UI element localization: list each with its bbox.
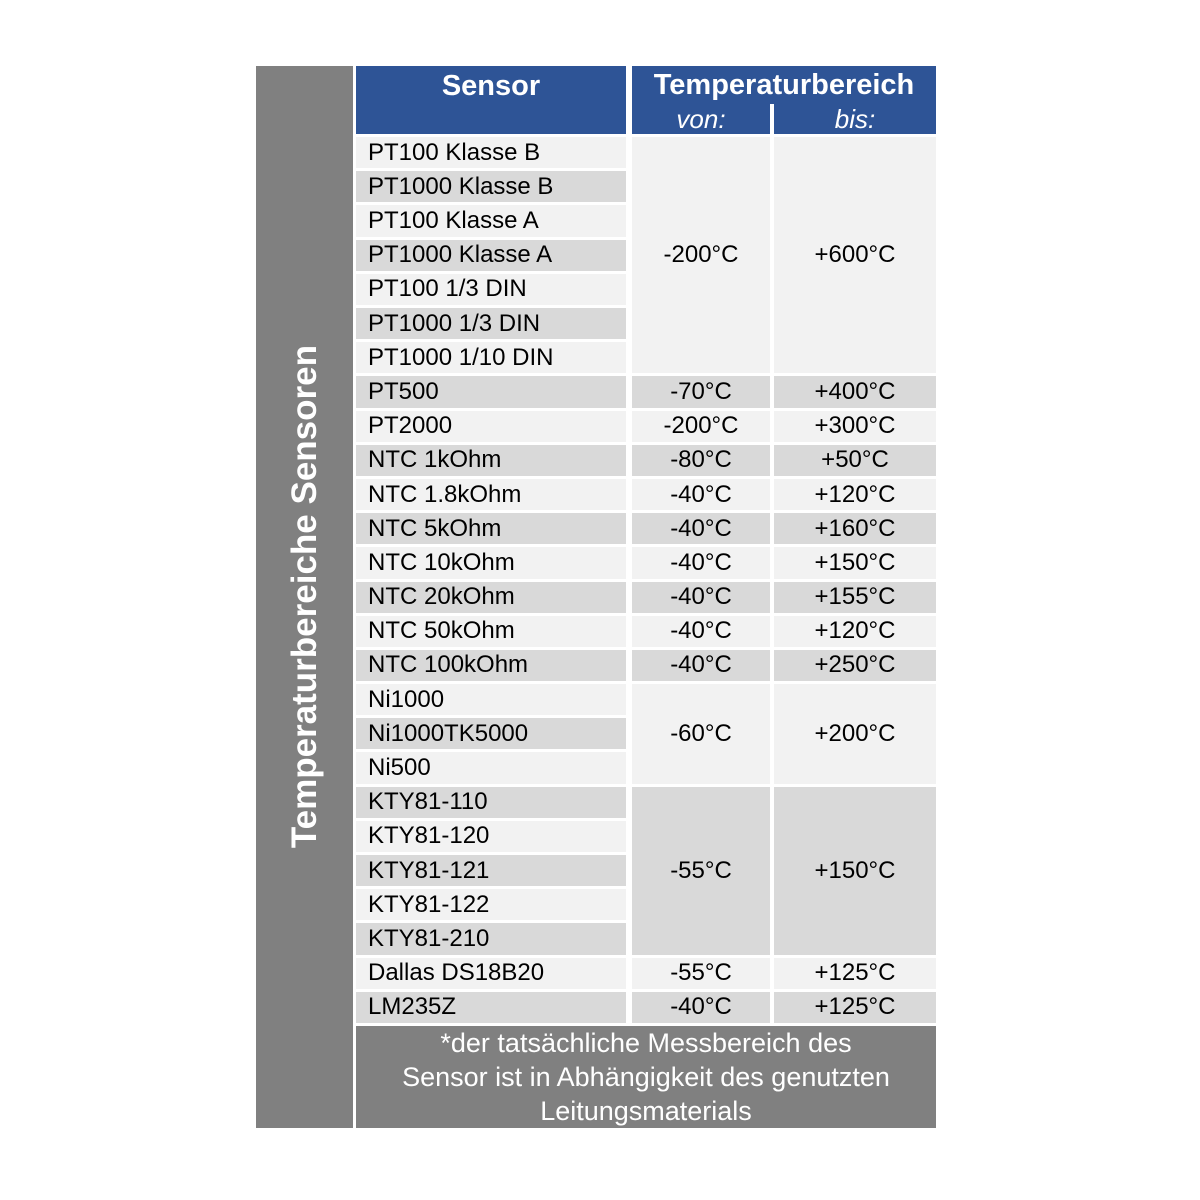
sensor-name-cell: PT2000: [356, 411, 626, 442]
sensor-name-cell: NTC 100kOhm: [356, 650, 626, 681]
von-cell: -80°C: [632, 445, 770, 476]
sensor-name-cell: Ni1000TK5000: [356, 718, 626, 749]
von-cell: -55°C: [632, 958, 770, 989]
sensor-name-cell: PT500: [356, 376, 626, 407]
header-sensor: [356, 66, 626, 134]
table-body: [356, 137, 936, 1023]
bis-cell-ni-group: +200°C: [774, 684, 936, 784]
header-von: von:: [632, 104, 770, 134]
sensor-name-cell: NTC 5kOhm: [356, 513, 626, 544]
footnote-line: Leitungsmaterials: [540, 1096, 752, 1126]
sensor-name-cell: LM235Z: [356, 992, 626, 1023]
sensor-name-cell: KTY81-120: [356, 821, 626, 852]
von-cell: -70°C: [632, 376, 770, 407]
footnote-line: Sensor ist in Abhängigkeit des genutzten: [402, 1062, 890, 1092]
footnote-line: *der tatsächliche Messbereich des: [440, 1028, 852, 1058]
bis-cell-pt-group: +600°C: [774, 137, 936, 373]
von-cell: -40°C: [632, 992, 770, 1023]
bis-cell-kty-group: +150°C: [774, 787, 936, 955]
von-cell: -40°C: [632, 650, 770, 681]
sensor-name-cell: Ni1000: [356, 684, 626, 715]
von-cell: -200°C: [632, 411, 770, 442]
sensor-name-cell: KTY81-121: [356, 855, 626, 886]
sensor-name-cell: NTC 50kOhm: [356, 616, 626, 647]
bis-cell: +250°C: [774, 650, 936, 681]
sensor-name-cell: NTC 1kOhm: [356, 445, 626, 476]
bis-cell: +120°C: [774, 616, 936, 647]
sensor-name-cell: PT1000 1/10 DIN: [356, 342, 626, 373]
von-cell: -40°C: [632, 513, 770, 544]
sensor-name-cell: PT100 Klasse A: [356, 205, 626, 236]
bis-cell: +125°C: [774, 958, 936, 989]
sensor-name-cell: Ni500: [356, 752, 626, 783]
sensor-name-cell: PT100 Klasse B: [356, 137, 626, 168]
bis-cell: +155°C: [774, 582, 936, 613]
bis-cell: +400°C: [774, 376, 936, 407]
sensor-name-cell: PT1000 1/3 DIN: [356, 308, 626, 339]
bis-cell: +300°C: [774, 411, 936, 442]
sensor-name-cell: NTC 20kOhm: [356, 582, 626, 613]
von-cell-ni-group: -60°C: [632, 684, 770, 784]
sensor-name-cell: NTC 10kOhm: [356, 547, 626, 578]
bis-cell: +120°C: [774, 479, 936, 510]
left-category-bar: [256, 66, 353, 1128]
von-cell-pt-group: -200°C: [632, 137, 770, 373]
bis-cell: +50°C: [774, 445, 936, 476]
bis-cell: +125°C: [774, 992, 936, 1023]
sensor-name-cell: PT100 1/3 DIN: [356, 274, 626, 305]
sensor-name-cell: KTY81-210: [356, 923, 626, 954]
von-cell: -40°C: [632, 616, 770, 647]
von-cell: -40°C: [632, 547, 770, 578]
sensor-name-cell: PT1000 Klasse A: [356, 240, 626, 271]
sensor-table: [356, 66, 936, 1128]
sensor-name-cell: NTC 1.8kOhm: [356, 479, 626, 510]
sensor-name-cell: KTY81-122: [356, 889, 626, 920]
von-cell: -40°C: [632, 479, 770, 510]
header-temperaturbereich: Temperaturbereich: [632, 66, 936, 104]
sensor-name-cell: KTY81-110: [356, 787, 626, 818]
header-sensor-label: Sensor: [441, 70, 541, 102]
bis-cell: +150°C: [774, 547, 936, 578]
category-label: Temperaturbereiche Sensoren: [284, 345, 324, 849]
von-cell-kty-group: -55°C: [632, 787, 770, 955]
bis-cell: +160°C: [774, 513, 936, 544]
sensor-name-cell: Dallas DS18B20: [356, 958, 626, 989]
von-cell: -40°C: [632, 582, 770, 613]
sensor-name-cell: PT1000 Klasse B: [356, 171, 626, 202]
sensor-temperature-infographic: [256, 66, 936, 1128]
table-header: [356, 66, 936, 134]
header-bis: bis:: [774, 104, 936, 134]
table-footnote: [356, 1026, 936, 1128]
